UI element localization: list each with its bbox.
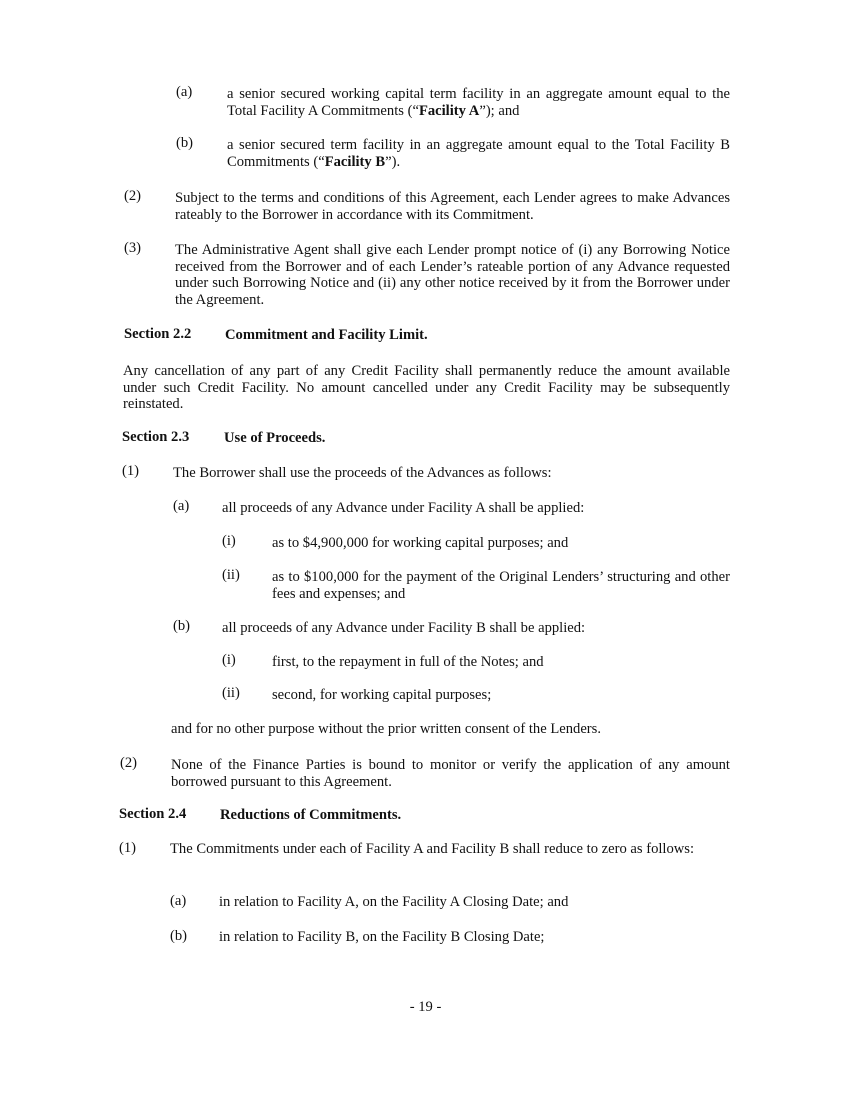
section-2-2-body: Any cancellation of any part of any Credit Facility shall permanently reduce the amount available under such Credit Facility. No amount cancelled under any Credit Facility may be subsequently reinstated. xyxy=(123,363,730,412)
clause-text-facility-b: a senior secured term facility in an aggregate amount equal to the Total Facility B Commitments (“Facility B”). xyxy=(227,137,730,170)
section-2-2-title: Commitment and Facility Limit. xyxy=(225,327,428,343)
subclause-text-ii: second, for working capital purposes; xyxy=(272,687,492,703)
clause-label-b: (b) xyxy=(170,928,188,944)
clause-text-b: all proceeds of any Advance under Facility B shall be applied: xyxy=(222,620,586,636)
page-number: - 19 - xyxy=(409,999,442,1015)
clause-text-facility-a: a senior secured working capital term facility in an aggregate amount equal to the Total Facility A Commitments (“Facility A”); and xyxy=(227,86,730,119)
section-2-3-title: Use of Proceeds. xyxy=(224,430,326,446)
subclause-label-i: (i) xyxy=(222,652,236,668)
paragraph-label-2: (2) xyxy=(124,188,142,204)
subclause-text-ii: as to $100,000 for the payment of the Original Lenders’ structuring and other fees and expenses; and xyxy=(272,569,730,602)
clause-label-a: (a) xyxy=(173,498,190,514)
subclause-label-i: (i) xyxy=(222,533,236,549)
defined-term-facility-a: Facility A xyxy=(418,102,480,119)
clause-text-a: in relation to Facility A, on the Facility A Closing Date; and xyxy=(219,894,569,910)
clause-text-a: all proceeds of any Advance under Facility A shall be applied: xyxy=(222,500,585,516)
defined-term-facility-b: Facility B xyxy=(324,153,386,170)
paragraph-text-2: None of the Finance Parties is bound to monitor or verify the application of any amount borrowed pursuant to this Agreement. xyxy=(171,757,730,790)
clause-label-a: (a) xyxy=(170,893,187,909)
subclause-text-i: as to $4,900,000 for working capital purposes; and xyxy=(272,535,569,551)
paragraph-text-1: The Commitments under each of Facility A and Facility B shall reduce to zero as follows: xyxy=(170,841,695,857)
use-of-proceeds-tail: and for no other purpose without the prior written consent of the Lenders. xyxy=(171,721,601,737)
clause-label-b: (b) xyxy=(176,135,194,151)
paragraph-label-1: (1) xyxy=(122,463,140,479)
paragraph-text-1: The Borrower shall use the proceeds of the Advances as follows: xyxy=(173,465,552,481)
paragraph-label-1: (1) xyxy=(119,840,137,856)
section-2-2-number: Section 2.2 xyxy=(124,326,192,342)
paragraph-label-3: (3) xyxy=(124,240,142,256)
paragraph-label-2: (2) xyxy=(120,755,138,771)
subclause-label-ii: (ii) xyxy=(222,567,240,583)
section-2-3-number: Section 2.3 xyxy=(122,429,190,445)
subclause-text-i: first, to the repayment in full of the Notes; and xyxy=(272,654,544,670)
paragraph-text-3: The Administrative Agent shall give each Lender prompt notice of (i) any Borrowing Notice received from the Borrower and of each Lender’s rateable portion of any Advance requested under such Borrowing Notice and (ii) any other notice received by it from the Borrower under the Agreement. xyxy=(175,242,730,308)
paragraph-text-2: Subject to the terms and conditions of this Agreement, each Lender agrees to make Advances rateably to the Borrower in accordance with its Commitment. xyxy=(175,190,730,223)
clause-label-a: (a) xyxy=(176,84,193,100)
subclause-label-ii: (ii) xyxy=(222,685,240,701)
clause-label-b: (b) xyxy=(173,618,191,634)
clause-text-b: in relation to Facility B, on the Facility B Closing Date; xyxy=(219,929,545,945)
section-2-4-number: Section 2.4 xyxy=(119,806,187,822)
section-2-4-title: Reductions of Commitments. xyxy=(220,807,402,823)
